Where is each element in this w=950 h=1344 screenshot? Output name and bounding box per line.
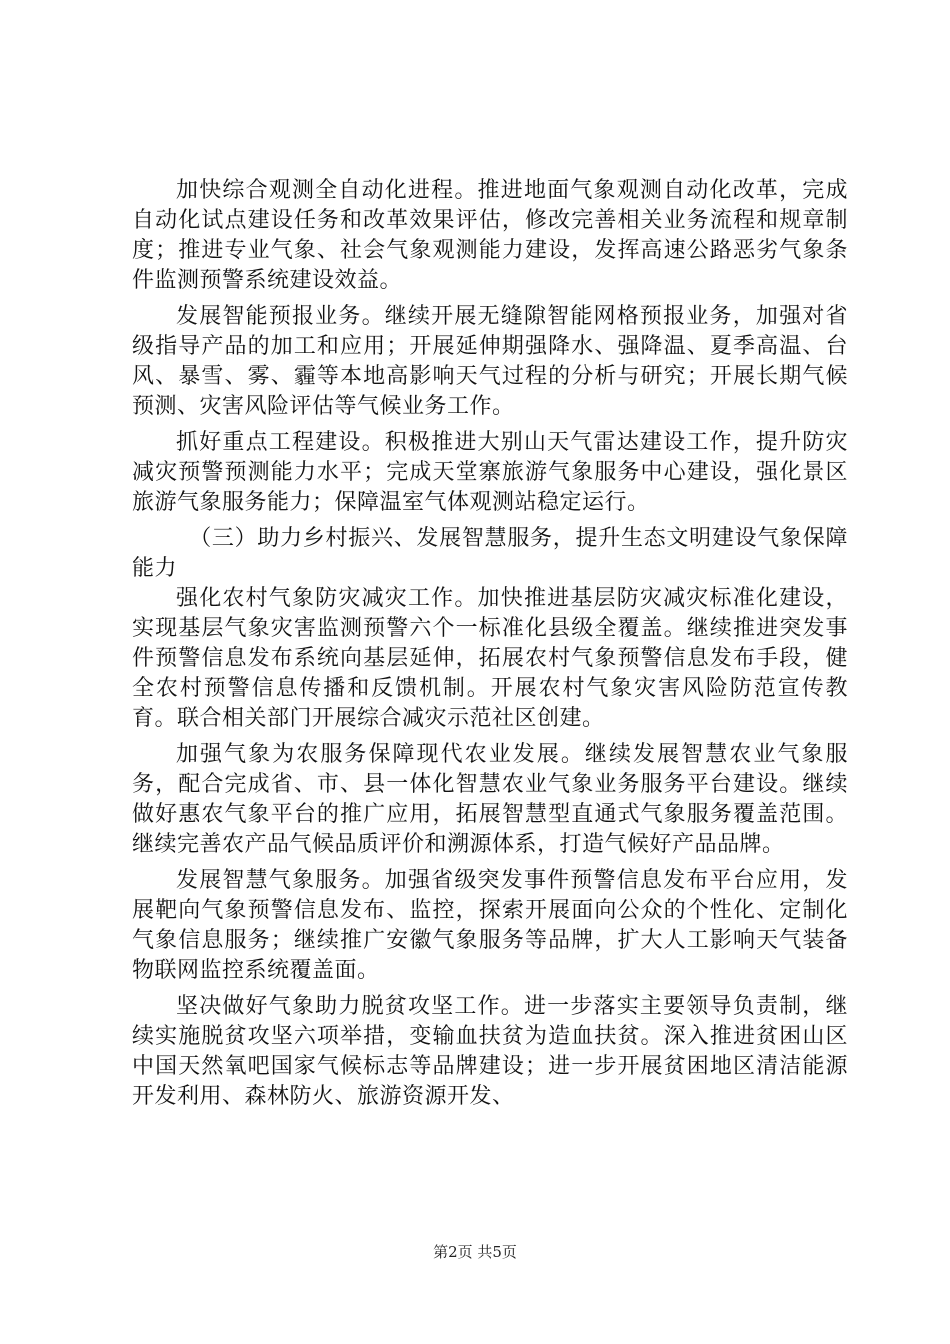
page-number-footer: 第2页 共5页: [433, 1243, 517, 1261]
document-body: [132, 176, 848, 1112]
paragraph-smart-meteorology: 发展智慧气象服务。加强省级突发事件预警信息发布平台应用，发展靶向气象预警信息发布、监控，探索开展面向公众的个性化、定制化气象信息服务；继续推广安徽气象服务等品牌，扩大人工影响天气装备物联网监控系统覆盖面。: [132, 868, 848, 983]
paragraph-key-projects: 抓好重点工程建设。积极推进大别山天气雷达建设工作，提升防灾减灾预警预测能力水平；完成天堂寨旅游气象服务中心建设，强化景区旅游气象服务能力；保障温室气体观测站稳定运行。: [132, 430, 848, 515]
paragraph-rural-disaster-prevention: 强化农村气象防灾减灾工作。加快推进基层防灾减灾标准化建设，实现基层气象灾害监测预警六个一标准化县级全覆盖。继续推进突发事件预警信息发布系统向基层延伸，拓展农村气象预警信息发布手段，健全农村预警信息传播和反馈机制。开展农村气象灾害风险防范宣传教育。联合相关部门开展综合减灾示范社区创建。: [132, 586, 848, 731]
paragraph-smart-forecast: 发展智能预报业务。继续开展无缝隙智能网格预报业务，加强对省级指导产品的加工和应用；开展延伸期强降水、强降温、夏季高温、台风、暴雪、雾、霾等本地高影响天气过程的分析与研究；开展长期气候预测、灾害风险评估等气候业务工作。: [132, 304, 848, 419]
section-heading-3: （三）助力乡村振兴、发展智慧服务，提升生态文明建设气象保障能力: [132, 526, 848, 581]
paragraph-poverty-alleviation: 坚决做好气象助力脱贫攻坚工作。进一步落实主要领导负责制，继续实施脱贫攻坚六项举措，变输血扶贫为造血扶贫。深入推进贫困山区中国天然氧吧国家气候标志等品牌建设；进一步开展贫困地区清洁能源开发利用、森林防火、旅游资源开发、: [132, 994, 848, 1109]
paragraph-observation-automation: 加快综合观测全自动化进程。推进地面气象观测自动化改革，完成自动化试点建设任务和改革效果评估，修改完善相关业务流程和规章制度；推进专业气象、社会气象观测能力建设，发挥高速公路恶劣气象条件监测预警系统建设效益。: [132, 178, 848, 293]
paragraph-agriculture-service: 加强气象为农服务保障现代农业发展。继续发展智慧农业气象服务，配合完成省、市、县一体化智慧农业气象业务服务平台建设。继续做好惠农气象平台的推广应用，拓展智慧型直通式气象服务覆盖范围。继续完善农产品气候品质评价和溯源体系，打造气候好产品品牌。: [132, 742, 848, 857]
